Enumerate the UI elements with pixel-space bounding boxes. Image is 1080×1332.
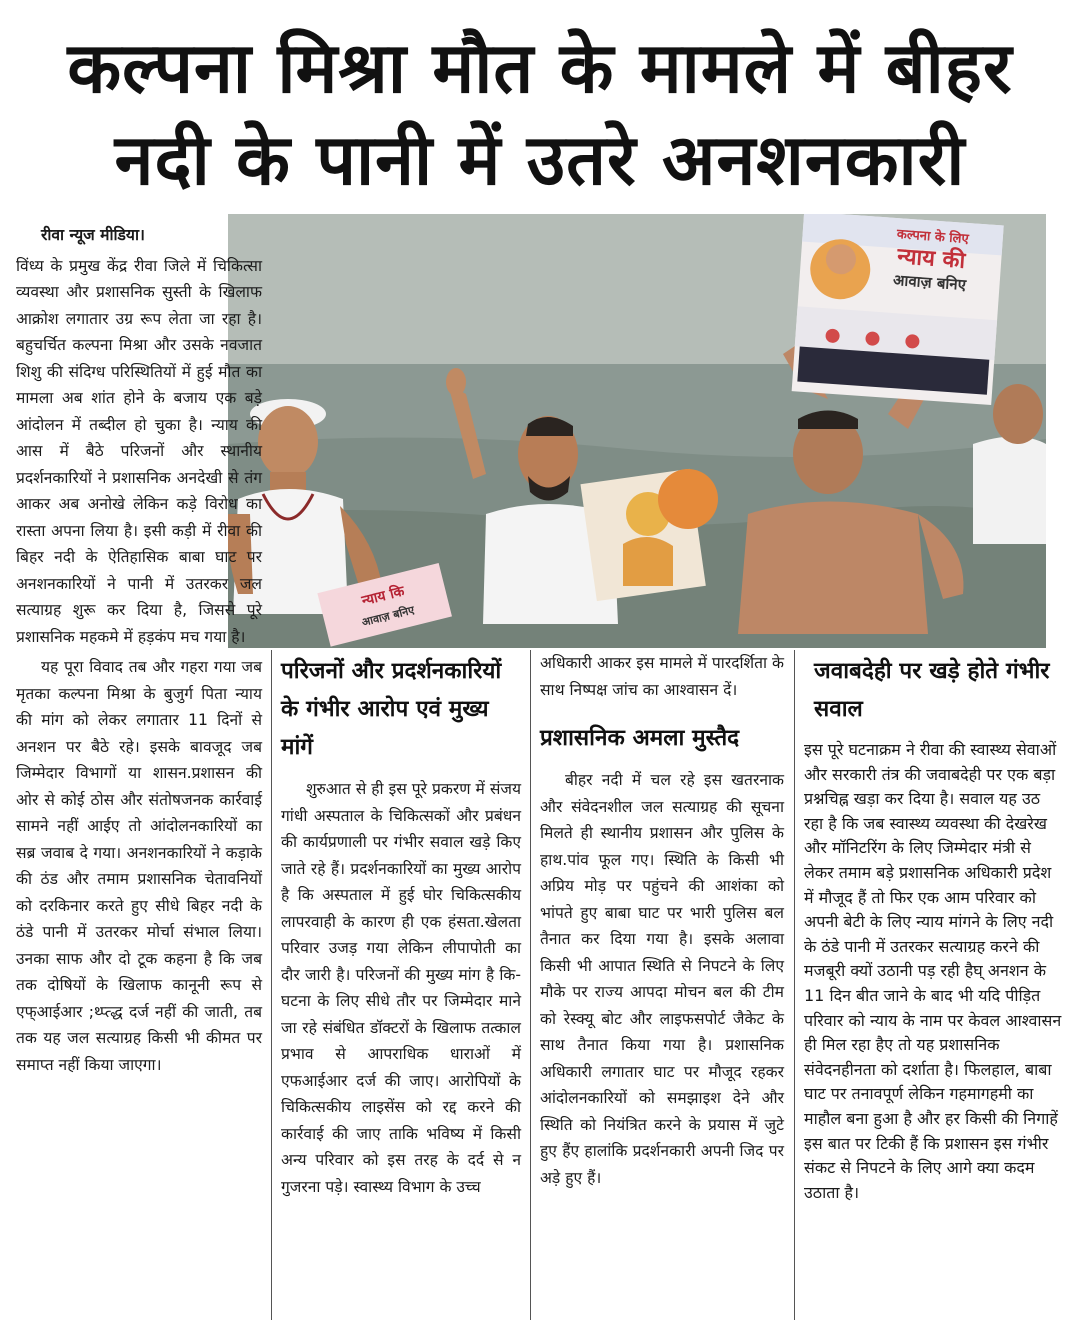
- article-column-2: [281, 650, 521, 1204]
- column-1-paragraph-1: विंध्य के प्रमुख केंद्र रीवा जिले में चिकित्सा व्यवस्था और प्रशासनिक सुस्ती के खिलाफ आक्रोश लगातार उग्र रूप लेता जा रहा है। बहुचर्चित कल्पना मिश्रा और उसके नवजात शिशु की संदिग्ध परिस्थितियों में हुई मौत का मामला अब शांत होने के बजाय एक बड़े आंदोलन में तब्दील हो चुका है। न्याय की आस में बैठे परिजनों और स्थानीय प्रदर्शनकारियों ने प्रशासनिक अनदेखी से तंग आकर अब अनोखे लेकिन कड़े विरोध का रास्ता अपना लिया है। इसी कड़ी में रीवा की बिहर नदी के ऐतिहासिक बाबा घाट पर अनशनकारियों ने पानी में उतरकर जल सत्याग्रह शुरू कर दिया है, जिससे पूरे प्रशासनिक महकमे में हड़कंप मच गया है।: [16, 256, 262, 646]
- subhead-accountability: जवाबदेही पर खड़े होते गंभीर सवाल: [814, 658, 1050, 722]
- article-column-4: [804, 650, 1064, 1209]
- article-column-3: [540, 650, 784, 1195]
- column-divider: [794, 650, 795, 1320]
- column-divider: [271, 650, 272, 1320]
- poster-right-line-3: आवाज़ बनिए: [892, 270, 967, 294]
- column-4-paragraph-1: इस पूरे घटनाक्रम ने रीवा की स्वास्थ्य सेवाओं और सरकारी तंत्र की जवाबदेही पर एक बड़ा प्रश्नचिह्न खड़ा कर दिया है। सवाल यह उठ रहा है कि जब स्वास्थ्य व्यवस्था की देखरेख और मॉनिटरिंग के लिए जिम्मेदार मंत्री से लेकर तमाम बड़े प्रशासनिक अधिकारी प्रदेश में मौजूद हैं तो फिर एक आम परिवार को अपनी बेटी के लिए न्याय मांगने के लिए नदी के ठंडे पानी में उतरकर सत्याग्रह करने की मजबूरी क्यों उठानी पड़ रही हैघ् अनशन के 11 दिन बीत जाने के बाद भी यदि पीड़ित परिवार को न्याय के नाम पर केवल आश्वासन ही मिल रहा हैए तो यह प्रशासनिक संवेदनहीनता को दर्शाता है। फिलहाल, बाबा घाट पर तनावपूर्ण लेकिन गहमागहमी का माहौल बना हुआ है और हर किसी की निगाहें इस बात पर टिकी हैं कि प्रशासन इस गंभीर संकट से निपटने के लिए आगे क्या कदम उठाता है।: [804, 740, 1062, 1202]
- column-1-paragraph-2: यह पूरा विवाद तब और गहरा गया जब मृतका कल्पना मिश्रा के बुजुर्ग पिता न्याय की मांग को लेकर लगातार 11 दिनों से अनशन पर बैठे रहे। इसके बावजूद जब जिम्मेदार विभागों या शासन.प्रशासन की ओर से कोई ठोस और संतोषजनक कार्रवाई सामने नहीं आईए तो आंदोलनकारियों का सब्र जवाब दे गया। अनशनकारियों ने कड़ाके की ठंड और तमाम प्रशासनिक चेतावनियों को दरकिनार करते हुए सीधे बिहर नदी के ठंडे पानी में उतरकर मोर्चा संभाल लिया। उनका साफ और दो टूक कहना है कि जब तक दोषियों के खिलाफ कानूनी रूप से एफ्आईआर ;थ्प्त्द्ध दर्ज नहीं की जाती, तब तक यह जल सत्याग्रह किसी भी कीमत पर समाप्त नहीं किया जाएगा।: [16, 658, 262, 1074]
- headline-line-2: नदी के पानी में उतरे अनशनकारी: [114, 119, 966, 201]
- byline: रीवा न्यूज मीडिया।: [40, 226, 145, 244]
- subhead-administration: प्रशासनिक अमला मुस्तैद: [540, 725, 740, 751]
- column-3-paragraph-2: बीहर नदी में चल रहे इस खतरनाक और संवेदनशील जल सत्याग्रह की सूचना मिलते ही स्थानीय प्रशासन और पुलिस के हाथ.पांव फूल गए। स्थिति के किसी भी अप्रिय मोड़ पर पहुंचने की आशंका को भांपते हुए बाबा घाट पर भारी पुलिस बल तैनात कर दिया गया है। इसके अलावा किसी भी आपात स्थिति से निपटने के लिए मौके पर राज्य आपदा मोचन बल की टीम को रेस्क्यू बोट और लाइफसपोर्ट जैकेट के साथ तैनात किया गया है। प्रशासनिक अधिकारी लगातार घाट पर मौजूद रहकर आंदोलनकारियों को समझाइश देने और स्थिति को नियंत्रित करने के प्रयास में जुटे हुए हैंए हालांकि प्रदर्शनकारी अपनी जिद पर अड़े हुए हैं।: [540, 771, 784, 1187]
- protest-scene-illustration: [228, 214, 1046, 648]
- headline-line-1: कल्पना मिश्रा मौत के मामले में बीहर: [67, 27, 1013, 109]
- subhead-allegations: परिजनों और प्रदर्शनकारियों के गंभीर आरोप एवं मुख्य मांगें: [281, 658, 502, 760]
- news-photo: [228, 214, 1046, 648]
- poster-right-line-2: न्याय की: [896, 244, 966, 274]
- poster-left-line-2: आवाज़ बनिए: [360, 603, 416, 630]
- column-divider: [530, 650, 531, 1320]
- headline: [10, 22, 1070, 206]
- article-column-1: [16, 222, 262, 1082]
- poster-left-line-1: न्याय कि: [360, 583, 407, 610]
- poster-right-line-1: कल्पना के लिए: [896, 227, 970, 248]
- column-3-paragraph-1: अधिकारी आकर इस मामले में पारदर्शिता के साथ निष्पक्ष जांच का आश्वासन दें।: [540, 654, 784, 699]
- column-2-paragraph-1: शुरुआत से ही इस पूरे प्रकरण में संजय गांधी अस्पताल के चिकित्सकों और प्रबंधन की कार्यप्रणाली पर गंभीर सवाल खड़े किए जाते रहे हैं। प्रदर्शनकारियों का मुख्य आरोप है कि अस्पताल में हुई घोर चिकित्सकीय लापरवाही के कारण ही एक हंसता.खेलता परिवार उजड़ गया लेकिन लीपापोती का दौर जारी है। परिजनों की मुख्य मांग है कि- घटना के लिए सीधे तौर पर जिम्मेदार माने जा रहे संबंधित डॉक्टरों के खिलाफ तत्काल प्रभाव से आपराधिक धाराओं में एफआईआर दर्ज की जाए। आरोपियों के चिकित्सकीय लाइसेंस को रद्द करने की कार्रवाई की जाए ताकि भविष्य में किसी अन्य परिवार को इस तरह के दर्द से न गुजरना पड़े। स्वास्थ्य विभाग के उच्च: [281, 780, 521, 1196]
